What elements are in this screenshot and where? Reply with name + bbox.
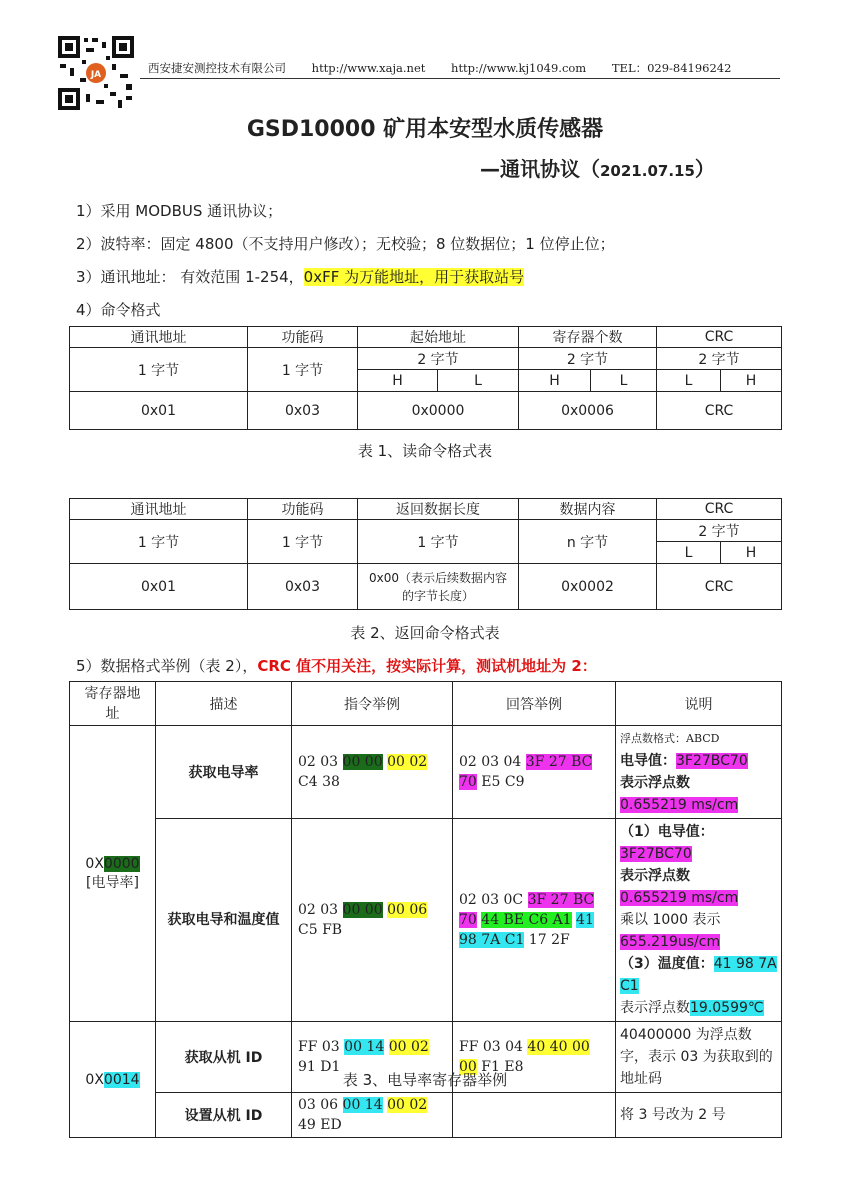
note-value: 19.0599℃: [690, 1000, 764, 1016]
table-1-caption: 表 1、读命令格式表: [357, 442, 493, 460]
note-cell: [616, 726, 782, 819]
note-line: 表示浮点数: [620, 775, 690, 791]
note-line: （3）温度值：: [620, 956, 714, 972]
cmd-addr: 00 00: [342, 902, 383, 918]
table-cell: 1 字节: [70, 520, 248, 564]
col-header: 通讯地址: [70, 327, 248, 348]
col-header: 数据内容: [519, 499, 657, 520]
col-header: 回答举例: [453, 682, 616, 726]
cmd-count: 00 02: [387, 754, 428, 770]
table-cell: CRC: [657, 564, 782, 610]
col-header: 起始地址: [358, 327, 519, 348]
col-header: CRC: [657, 499, 782, 520]
resp-cell: [453, 1093, 616, 1138]
resp-cell: [453, 819, 616, 1022]
table-cell: 0x03: [248, 564, 358, 610]
table-cell: L: [591, 370, 657, 392]
table-cell: 1 字节: [248, 520, 358, 564]
note-line: 乘以 1000 表示: [620, 912, 721, 928]
note-value: 0.655219 ms/cm: [620, 797, 739, 813]
item-5-text: 5）数据格式举例（表 2），: [76, 657, 258, 675]
cmd-part: 02 03: [298, 902, 343, 918]
table-cell: 2 字节: [657, 520, 782, 542]
resp-part: 02 03 0C: [459, 892, 528, 908]
col-header: 返回数据长度: [358, 499, 519, 520]
table-cell: H: [358, 370, 438, 392]
col-header: 说明: [616, 682, 782, 726]
cmd-addr: 00 14: [344, 1039, 385, 1055]
table-3-caption: 表 3、电导率寄存器举例: [342, 1071, 508, 1089]
return-command-table: [69, 498, 782, 610]
item-2: 2）波特率：固定 4800（不支持用户修改）；无校验；8 位数据位；1 位停止位；: [76, 235, 615, 253]
doc-subtitle: [480, 153, 715, 182]
desc-cell: 获取电导率: [156, 726, 292, 819]
note-line: （1）电导值：: [620, 824, 714, 840]
reg-name: [电导率]: [86, 874, 139, 891]
website-link-2[interactable]: http://www.kj1049.com: [451, 61, 587, 75]
note-cell: 40400000 为浮点数字，表示 03 为获取到的地址码: [616, 1022, 782, 1093]
col-header: 寄存器个数: [519, 327, 657, 348]
item-1: 1）采用 MODBUS 通讯协议；: [76, 202, 283, 220]
resp-part: F1 E8: [476, 1059, 524, 1075]
item-5-warning: CRC 值不用关注，按实际计算，测试机地址为 2：: [257, 657, 597, 675]
cmd-cell: [292, 819, 453, 1022]
table-cell: 0x0000: [358, 392, 519, 430]
table-cell: H: [721, 370, 782, 392]
telephone: TEL：029-84196242: [611, 61, 732, 75]
col-header: CRC: [657, 327, 782, 348]
table-cell: H: [519, 370, 591, 392]
table-cell: 1 字节: [70, 348, 248, 392]
cmd-count: 00 06: [387, 902, 428, 918]
subtitle-text: —通讯协议（: [480, 157, 600, 181]
table-cell: 2 字节: [519, 348, 657, 370]
subtitle-date: 2021.07.15: [600, 162, 695, 180]
table-cell: 0x01: [70, 564, 248, 610]
resp-part: FF 03 04: [459, 1039, 528, 1055]
col-header: 功能码: [248, 327, 358, 348]
doc-title: GSD10000 矿用本安型水质传感器: [246, 117, 604, 142]
item-3: [76, 266, 524, 287]
note-hex: 3F27BC70: [676, 753, 748, 769]
table-cell: H: [721, 542, 782, 564]
note-line: 浮点数格式：ABCD: [620, 732, 720, 745]
resp-data: 40 40 00 00: [459, 1039, 590, 1075]
table-cell: 0x0006: [519, 392, 657, 430]
note-value: 0.655219 ms/cm: [620, 890, 739, 906]
col-header: 通讯地址: [70, 499, 248, 520]
cmd-part: 03 06: [298, 1097, 343, 1113]
reg-prefix: 0X: [85, 855, 104, 872]
col-header: 功能码: [248, 499, 358, 520]
table-cell: L: [657, 542, 721, 564]
header-divider: [140, 78, 780, 79]
reg-address-highlight: 0014: [103, 1071, 140, 1088]
table-cell: 0x03: [248, 392, 358, 430]
reg-prefix: 0X: [85, 1071, 104, 1088]
qr-code: [56, 34, 136, 112]
website-link-1[interactable]: http://www.xaja.net: [311, 61, 426, 75]
table-cell: CRC: [657, 392, 782, 430]
note-line: 表示浮点数: [620, 1000, 690, 1016]
resp-data: 41 98 7A C1: [459, 912, 594, 948]
item-5: [76, 655, 597, 676]
note-cell: 将 3 号改为 2 号: [616, 1093, 782, 1138]
table-cell: n 字节: [519, 520, 657, 564]
cmd-part: FF 03: [298, 1039, 345, 1055]
resp-data: 44 BE C6 A1: [481, 912, 572, 928]
table-cell: 1 字节: [248, 348, 358, 392]
cmd-part: 91 D1: [298, 1059, 341, 1075]
resp-cell: [453, 726, 616, 819]
note-line: 电导值：: [620, 753, 676, 769]
col-header: 指令举例: [292, 682, 453, 726]
table-cell: 0x01: [70, 392, 248, 430]
table-cell: 0x0002: [519, 564, 657, 610]
note-hex: 41 98 7A C1: [620, 956, 777, 994]
table-cell: 1 字节: [358, 520, 519, 564]
note-line: 表示浮点数: [620, 868, 690, 884]
resp-data: 3F 27 BC 70: [459, 892, 595, 928]
col-header: 描述: [156, 682, 292, 726]
resp-part: E5 C9: [476, 774, 525, 790]
subtitle-end: ）: [694, 157, 715, 181]
col-header: 寄存器地址: [70, 682, 156, 726]
note-cell: [616, 819, 782, 1022]
cmd-part: 02 03: [298, 754, 343, 770]
cmd-cell: [292, 726, 453, 819]
cmd-addr: 00 14: [342, 1097, 383, 1113]
item-3-text: 3）通讯地址： 有效范围 1-254，: [76, 268, 304, 286]
desc-cell: 设置从机 ID: [156, 1093, 292, 1138]
table-cell: L: [438, 370, 519, 392]
note-hex: 3F27BC70: [620, 846, 692, 862]
note-value: 655.219us/cm: [620, 934, 721, 950]
resp-part: 02 03 04: [459, 754, 526, 770]
table-cell: 0x00（表示后续数据内容的字节长度）: [358, 564, 519, 610]
cmd-part: 49 ED: [298, 1117, 342, 1133]
page-header: [148, 60, 748, 76]
cmd-addr: 00 00: [342, 754, 383, 770]
reg-address-highlight: 0000: [103, 855, 140, 872]
resp-data: 3F 27 BC 70: [459, 754, 593, 790]
cmd-count: 00 02: [388, 1039, 429, 1055]
item-4: 4）命令格式: [76, 301, 161, 319]
cmd-part: C4 38: [298, 774, 340, 790]
desc-cell: 获取电导和温度值: [156, 819, 292, 1022]
read-command-table: [69, 326, 782, 430]
cmd-cell: [292, 1093, 453, 1138]
table-cell: 2 字节: [657, 348, 782, 370]
table-2-caption: 表 2、返回命令格式表: [350, 624, 500, 642]
table-cell: L: [657, 370, 721, 392]
resp-part: 17 2F: [524, 932, 570, 948]
desc-cell: 获取从机 ID: [156, 1022, 292, 1093]
cmd-part: C5 FB: [298, 922, 343, 938]
item-3-highlight: 0xFF 为万能地址，用于获取站号: [303, 268, 525, 286]
company-name: 西安捷安测控技术有限公司: [148, 61, 286, 75]
cmd-count: 00 02: [387, 1097, 428, 1113]
register-address-cell: [70, 726, 156, 1022]
qr-badge: JA: [90, 70, 102, 80]
table-cell: 2 字节: [358, 348, 519, 370]
